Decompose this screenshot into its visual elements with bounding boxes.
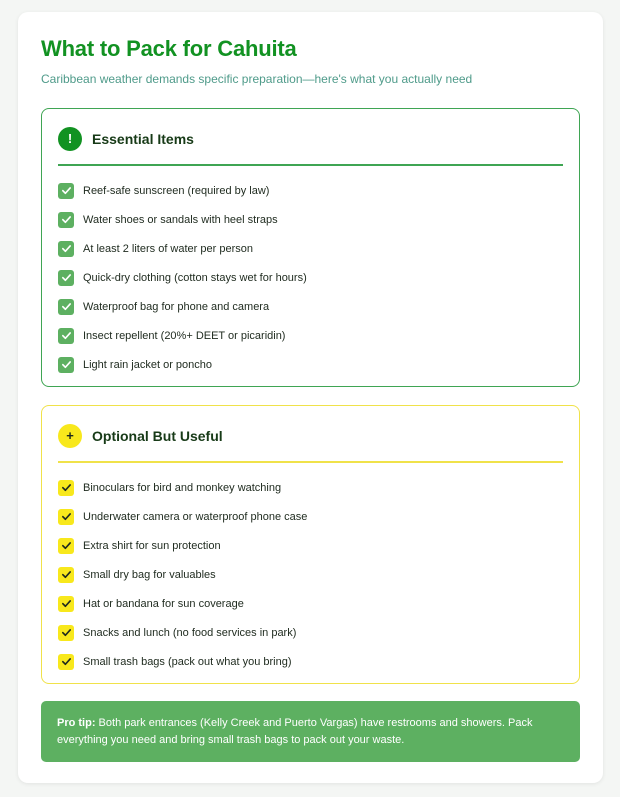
list-item xyxy=(58,531,563,560)
item-text: At least 2 liters of water per person xyxy=(83,242,253,255)
list-item xyxy=(58,321,563,350)
check-icon xyxy=(58,654,74,670)
list-item xyxy=(58,502,563,531)
list-item xyxy=(58,350,563,379)
optional-items-section xyxy=(41,405,580,684)
pro-tip-label: Pro tip: xyxy=(57,717,96,729)
check-icon xyxy=(58,596,74,612)
check-icon xyxy=(58,567,74,583)
check-icon xyxy=(58,299,74,315)
essential-items-section xyxy=(41,108,580,387)
optional-items-title: Optional But Useful xyxy=(92,427,223,444)
check-icon xyxy=(58,241,74,257)
list-item xyxy=(58,473,563,502)
list-item xyxy=(58,647,563,676)
item-text: Small trash bags (pack out what you bring) xyxy=(83,655,292,668)
packing-card xyxy=(18,12,603,783)
list-item xyxy=(58,618,563,647)
list-item xyxy=(58,292,563,321)
check-icon xyxy=(58,538,74,554)
item-text: Reef-safe sunscreen (required by law) xyxy=(83,184,270,197)
item-text: Quick-dry clothing (cotton stays wet for hours) xyxy=(83,271,307,284)
optional-items-list xyxy=(58,463,563,676)
list-item xyxy=(58,234,563,263)
page-title: What to Pack for Cahuita xyxy=(41,36,297,61)
exclamation-icon: ! xyxy=(58,127,82,151)
check-icon xyxy=(58,357,74,373)
check-icon xyxy=(58,328,74,344)
list-item xyxy=(58,589,563,618)
item-text: Small dry bag for valuables xyxy=(83,568,216,581)
check-icon xyxy=(58,183,74,199)
item-text: Insect repellent (20%+ DEET or picaridin) xyxy=(83,329,286,342)
plus-icon: + xyxy=(58,424,82,448)
optional-items-header xyxy=(58,406,563,463)
pro-tip-box xyxy=(41,701,580,762)
essential-items-title: Essential Items xyxy=(92,130,194,147)
check-icon xyxy=(58,480,74,496)
item-text: Hat or bandana for sun coverage xyxy=(83,597,244,610)
check-icon xyxy=(58,509,74,525)
item-text: Snacks and lunch (no food services in park) xyxy=(83,626,297,639)
pro-tip-text: Both park entrances (Kelly Creek and Puerto Vargas) have restrooms and showers. Pack everything you need and bring small trash bags to pack out your waste. xyxy=(57,717,533,746)
list-item xyxy=(58,205,563,234)
item-text: Water shoes or sandals with heel straps xyxy=(83,213,278,226)
item-text: Underwater camera or waterproof phone case xyxy=(83,510,308,523)
check-icon xyxy=(58,270,74,286)
page-subtitle: Caribbean weather demands specific preparation—here's what you actually need xyxy=(41,72,473,86)
item-text: Waterproof bag for phone and camera xyxy=(83,300,270,313)
essential-items-header xyxy=(58,109,563,166)
check-icon xyxy=(58,625,74,641)
check-icon xyxy=(58,212,74,228)
item-text: Binoculars for bird and monkey watching xyxy=(83,481,282,494)
list-item xyxy=(58,560,563,589)
item-text: Extra shirt for sun protection xyxy=(83,539,221,552)
item-text: Light rain jacket or poncho xyxy=(83,358,213,371)
essential-items-list xyxy=(58,166,563,379)
list-item xyxy=(58,176,563,205)
list-item xyxy=(58,263,563,292)
